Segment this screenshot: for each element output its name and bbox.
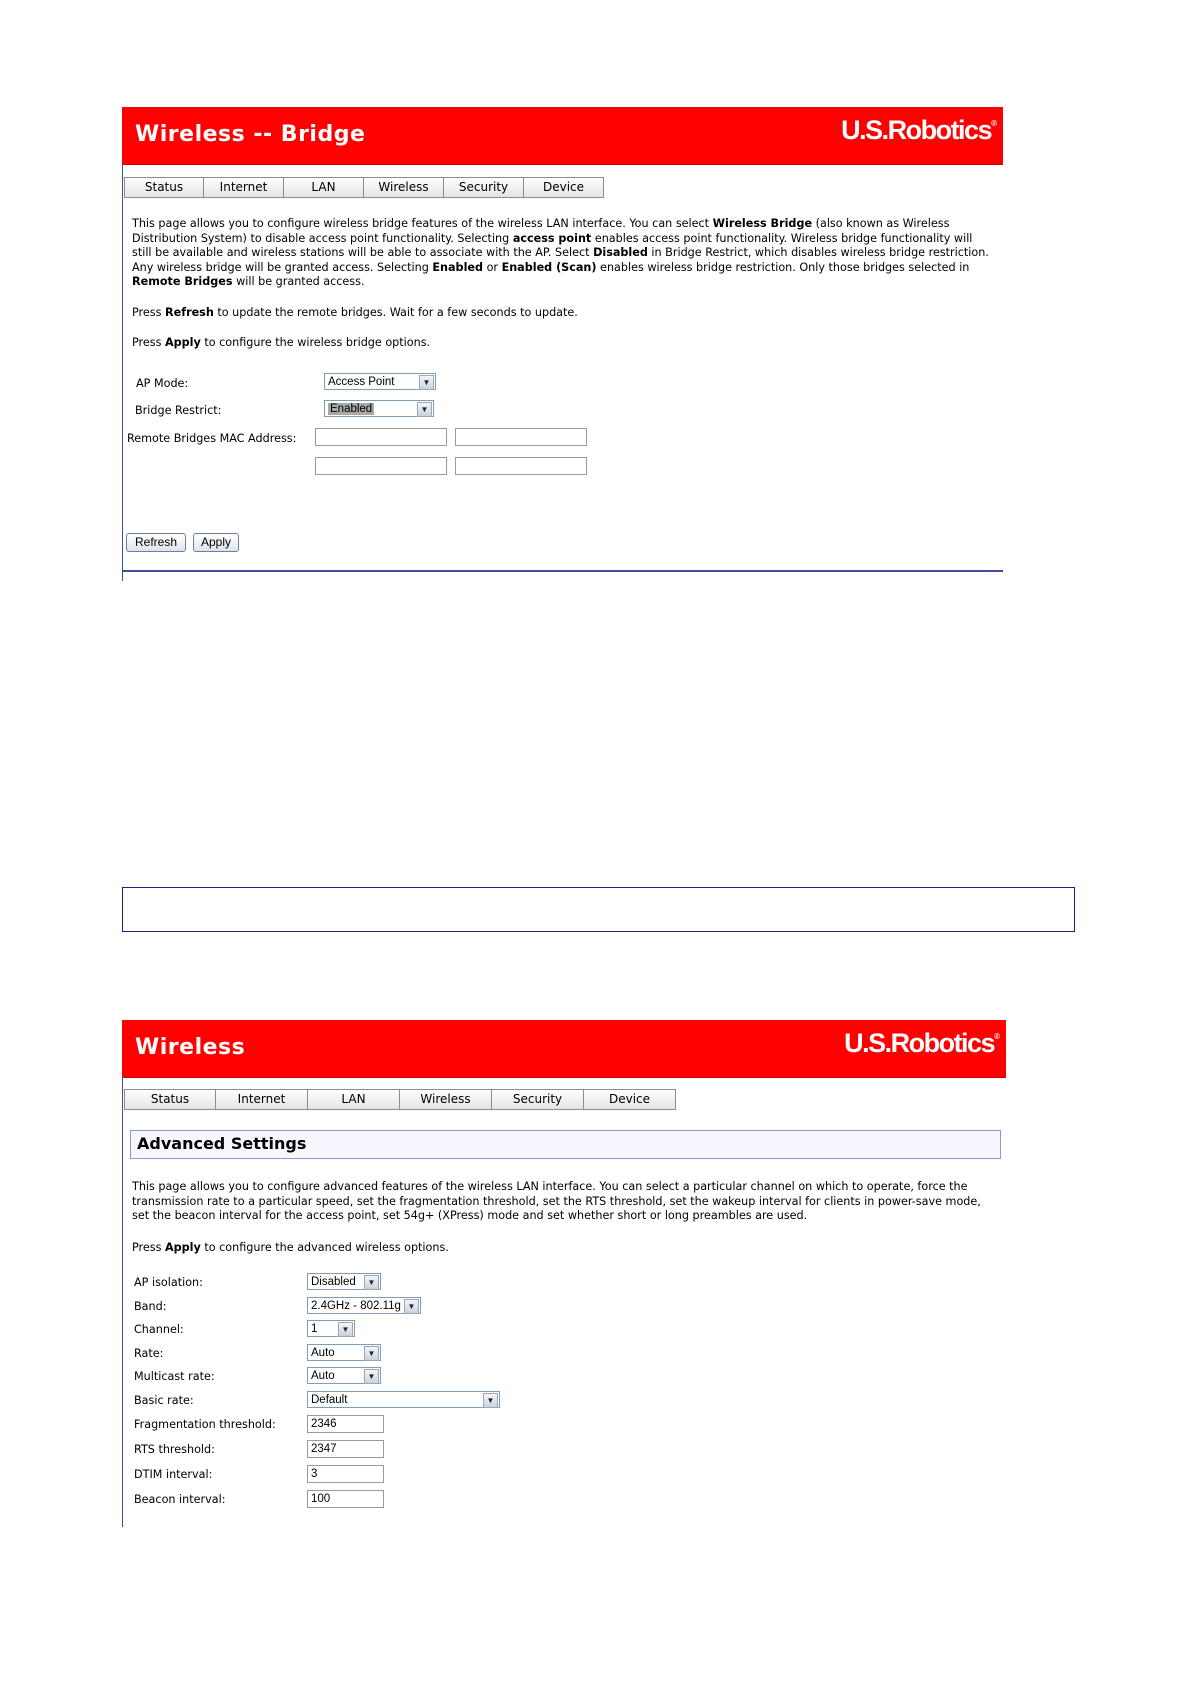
- chevron-down-icon: ▼: [483, 1393, 498, 1408]
- panel-left-border: [122, 1077, 123, 1527]
- remote-mac-field-4[interactable]: [455, 457, 587, 475]
- ap-isolation-label: AP isolation:: [134, 1276, 203, 1289]
- basic-rate-label: Basic rate:: [134, 1394, 194, 1407]
- chevron-down-icon: ▼: [338, 1322, 353, 1337]
- beacon-interval-label: Beacon interval:: [134, 1493, 226, 1506]
- usrobotics-logo: U.S.Robotics®: [841, 115, 997, 145]
- bridge-restrict-label: Bridge Restrict:: [135, 404, 222, 417]
- panel-left-border: [122, 164, 123, 581]
- remote-mac-field-2[interactable]: [455, 428, 587, 446]
- tab-wireless[interactable]: Wireless: [364, 177, 444, 198]
- advanced-description: [132, 1180, 1000, 1255]
- ap-mode-value: Access Point: [328, 376, 395, 388]
- chevron-down-icon: ▼: [364, 1369, 379, 1384]
- basic-rate-select[interactable]: [307, 1391, 500, 1408]
- page-title: Wireless -- Bridge: [135, 122, 366, 147]
- channel-select[interactable]: [307, 1320, 355, 1337]
- nav-tabs: [124, 1089, 1006, 1110]
- channel-value: 1: [311, 1323, 318, 1335]
- fragmentation-threshold-label: Fragmentation threshold:: [134, 1418, 276, 1431]
- fragmentation-threshold-input[interactable]: 2346: [307, 1415, 384, 1433]
- bridge-description: [132, 217, 994, 351]
- tab-internet[interactable]: Internet: [216, 1089, 308, 1110]
- chevron-down-icon: ▼: [364, 1346, 379, 1361]
- remote-bridges-label: Remote Bridges MAC Address:: [127, 432, 297, 445]
- rts-threshold-input[interactable]: 2347: [307, 1440, 384, 1458]
- ap-mode-select[interactable]: [324, 373, 436, 390]
- chevron-down-icon: ▼: [404, 1299, 419, 1314]
- tab-security[interactable]: Security: [492, 1089, 584, 1110]
- tab-internet[interactable]: Internet: [204, 177, 284, 198]
- remote-mac-field-3[interactable]: [315, 457, 447, 475]
- dtim-interval-input[interactable]: 3: [307, 1465, 384, 1483]
- nav-tabs: [124, 177, 1003, 198]
- empty-outline-box: [122, 887, 1075, 932]
- bridge-restrict-value: Enabled: [330, 403, 373, 415]
- tab-security[interactable]: Security: [444, 177, 524, 198]
- band-select[interactable]: [307, 1297, 421, 1314]
- basic-rate-value: Default: [311, 1394, 348, 1406]
- advanced-banner: [122, 1020, 1006, 1078]
- advanced-panel: [122, 1020, 1006, 1506]
- ap-isolation-select[interactable]: [307, 1273, 381, 1290]
- bridge-desc-p1: This page allows you to configure wireless bridge features of the wireless LAN interface. You can select Wireless Bridge (also known as Wireless Distribution System) to disable access point functionality. Selecting access point enables access point functionality. Wireless bridge functionality will still be available and wireless stations will be able to associate with the AP. Select Disabled in Bridge Restrict, which disables wireless bridge restriction. Any wireless bridge will be granted access. Selecting Enabled or Enabled (Scan) enables wireless bridge restriction. Only those bridges selected in Remote Bridges will be granted access.: [132, 217, 989, 288]
- rate-value: Auto: [311, 1347, 335, 1359]
- rate-select[interactable]: [307, 1344, 381, 1361]
- tab-lan[interactable]: LAN: [284, 177, 364, 198]
- bridge-banner: [122, 107, 1003, 165]
- bridge-desc-p3: Press Apply to configure the wireless bridge options.: [132, 336, 431, 349]
- chevron-down-icon: ▼: [417, 402, 432, 417]
- beacon-interval-input[interactable]: 100: [307, 1490, 384, 1508]
- multicast-rate-value: Auto: [311, 1370, 335, 1382]
- chevron-down-icon: ▼: [364, 1275, 379, 1290]
- tab-lan[interactable]: LAN: [308, 1089, 400, 1110]
- tab-device[interactable]: Device: [584, 1089, 676, 1110]
- remote-mac-field-1[interactable]: [315, 428, 447, 446]
- chevron-down-icon: ▼: [419, 375, 434, 390]
- bridge-desc-p2: Press Refresh to update the remote bridges. Wait for a few seconds to update.: [132, 305, 578, 319]
- band-value: 2.4GHz - 802.11g: [311, 1300, 401, 1312]
- advanced-desc-p1: This page allows you to configure advanced features of the wireless LAN interface. You can select a particular channel on which to operate, force the transmission rate to a particular speed, set the fragmentation threshold, set the RTS threshold, set the wakeup interval for clients in power-save mode, set the beacon interval for the access point, set 54g+ (XPress) mode and set whether short or long preambles are used.: [132, 1180, 981, 1222]
- bridge-panel: [122, 107, 1003, 549]
- ap-mode-label: AP Mode:: [136, 377, 189, 390]
- page-title: Wireless: [135, 1035, 246, 1060]
- refresh-button[interactable]: Refresh: [126, 533, 186, 552]
- section-title: Advanced Settings: [130, 1130, 1001, 1159]
- dtim-interval-label: DTIM interval:: [134, 1468, 213, 1481]
- rts-threshold-label: RTS threshold:: [134, 1443, 215, 1456]
- advanced-desc-p2: Press Apply to configure the advanced wireless options.: [132, 1240, 449, 1254]
- channel-label: Channel:: [134, 1323, 184, 1336]
- tab-wireless[interactable]: Wireless: [400, 1089, 492, 1110]
- multicast-rate-label: Multicast rate:: [134, 1370, 215, 1383]
- apply-button[interactable]: Apply: [193, 533, 239, 552]
- panel-bottom-border: [122, 570, 1003, 572]
- usrobotics-logo: U.S.Robotics®: [844, 1028, 1000, 1058]
- band-label: Band:: [134, 1300, 167, 1313]
- ap-isolation-value: Disabled: [311, 1276, 356, 1288]
- tab-device[interactable]: Device: [524, 177, 604, 198]
- tab-status[interactable]: Status: [124, 1089, 216, 1110]
- tab-status[interactable]: Status: [124, 177, 204, 198]
- bridge-restrict-select[interactable]: [324, 400, 434, 417]
- rate-label: Rate:: [134, 1347, 164, 1360]
- multicast-rate-select[interactable]: [307, 1367, 381, 1384]
